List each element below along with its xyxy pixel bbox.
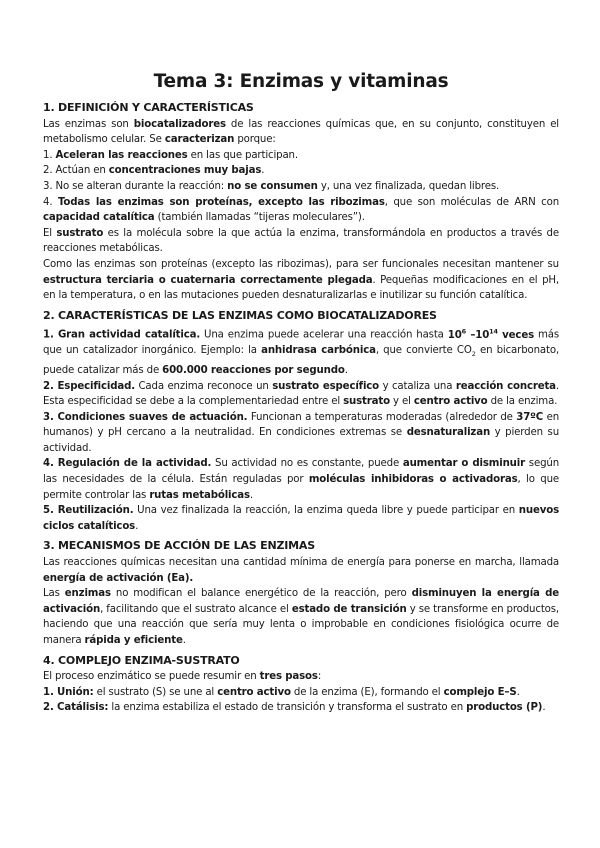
section-1-intro: Las enzimas son biocatalizadores de las reacciones químicas que, en su conjunto, constituyen el metabolismo celular. Se caracterizan porque: <box>43 118 559 146</box>
section-1-substrate: El sustrato es la molécula sobre la que actúa la enzima, transformándola en productos a través de reacciones metabólicas. <box>43 227 559 255</box>
section-2-item-4: 4. Regulación de la actividad. Su actividad no es constante, puede aumentar o disminuir según las necesidades de la célula. Están reguladas por moléculas inhibidoras o activadoras, lo que permite controlar las rutas metabólicas. <box>43 458 560 501</box>
section-2-heading: 2. CARACTERÍSTICAS DE LAS ENZIMAS COMO BIOCATALIZADORES <box>43 308 437 322</box>
section-3-paragraph-2: Las enzimas no modifican el balance energético de la reacción, pero disminuyen la energía de activación, facilitando que el sustrato alcance el estado de transición y se transforme en productos, haciendo que una reacción que sería muy lenta o improbable en condiciones fisiológica ocurre de manera rápida y eficiente. <box>43 588 559 647</box>
section-2-item-3: 3. Condiciones suaves de actuación. Funcionan a temperaturas moderadas (alrededor de 37ºC en humanos) y pH cercano a la neutralidad. En condiciones extremas se desnaturalizan y pierden su actividad. <box>43 411 560 454</box>
section-2-item-1: 1. Gran actividad catalítica. Una enzima puede acelerar una reacción hasta $10^6$ $-10^{14}$ veces más que un catalizador inorgánico. Ejemplo: la anhidrasa carbónica, que convierte $CO_2$ en bicarbonato, puede catalizar más de 600.000 reacciones por segundo. <box>43 327 560 376</box>
section-2-item-5: 5. Reutilización. Una vez finalizada la reacción, la enzima queda libre y puede participar en nuevos ciclos catalíticos. <box>43 505 560 532</box>
section-4-step-1: 1. Unión: el sustrato (S) se une al centro activo de la enzima (E), formando el complejo E–S. <box>43 686 520 698</box>
section-3-paragraph-1: Las reacciones químicas necesitan una cantidad mínima de energía para ponerse en marcha, llamada energía de activación (Ea). <box>43 557 559 584</box>
section-4-paragraph-1: El proceso enzimático se puede resumir en tres pasos: <box>43 671 322 683</box>
section-4-step-2: 2. Catálisis: la enzima estabiliza el estado de transición y transforma el sustrato en productos (P). <box>43 702 546 714</box>
section-2-item-2: 2. Especificidad. Cada enzima reconoce un sustrato específico y cataliza una reacción concreta. Esta especificidad se debe a la complementariedad entre el sustrato y el centro activo de la enzima. <box>43 380 560 408</box>
section-1-item-3: 3. No se alteran durante la reacción: no se consumen y, una vez finalizada, quedan libres. <box>43 180 500 192</box>
section-4-heading: 4. COMPLEJO ENZIMA-SUSTRATO <box>43 653 240 667</box>
document-page <box>43 70 559 716</box>
page-title: Tema 3: Enzimas y vitaminas <box>153 71 449 92</box>
section-3-heading: 3. MECANISMOS DE ACCIÓN DE LAS ENZIMAS <box>43 539 315 553</box>
section-1-item-4: 4. Todas las enzimas son proteínas, excepto las ribozimas, que son moléculas de ARN con capacidad catalítica (también llamadas “tijeras moleculares”). <box>43 196 559 224</box>
section-1-item-2: 2. Actúan en concentraciones muy bajas. <box>43 165 265 177</box>
section-1-heading: 1. DEFINICIÓN Y CARACTERÍSTICAS <box>43 101 254 114</box>
section-1-item-1: 1. Aceleran las reacciones en las que participan. <box>43 149 298 161</box>
section-1-protein-structure: Como las enzimas son proteínas (excepto las ribozimas), para ser funcionales necesitan mantener su estructura terciaria o cuaternaria correctamente plegada. Pequeñas modificaciones en el pH, en la temperatura, o en las mutaciones pueden desnaturalizarlas e inutilizar su función catalítica. <box>43 258 559 302</box>
